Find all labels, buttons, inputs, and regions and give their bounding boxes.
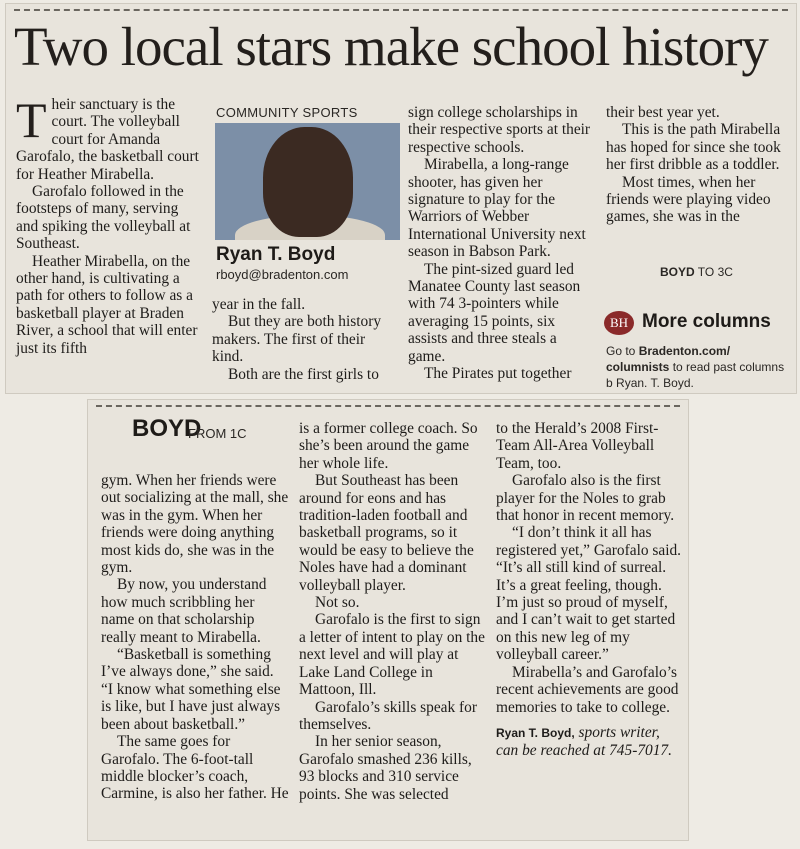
headline: Two local stars make school history	[14, 16, 768, 77]
paragraph: Both are the first girls to	[228, 365, 379, 383]
paragraph: Not so.	[315, 594, 360, 612]
paragraph: “Basketball is something I’ve always done,” she said. “I know what something else is like, but I have just always been about basketball.”	[101, 646, 281, 733]
paragraph: The Pirates put together	[424, 365, 572, 383]
cut-line	[14, 9, 788, 11]
columnist-photo	[215, 123, 400, 240]
paragraph: year in the fall.	[212, 296, 306, 313]
byline-name: Ryan T. Boyd	[216, 244, 336, 265]
paragraph: Mirabella’s and Garofalo’s recent achievements are good memories to take to college.	[496, 663, 679, 716]
top-column-3	[408, 104, 593, 383]
paragraph: Mirabella, a long-range shooter, has given her signature to play for the Warriors of Webber International University next season in Babson Park.	[408, 156, 586, 261]
paragraph: “I don’t think it all has registered yet,” Garofalo said. “It’s all still kind of surreal. It’s a great feeling, though. I’m just so proud of myself, and I can’t wait to get started on this new leg of my volleyball career.”	[496, 524, 682, 664]
bh-logo-icon: BH	[604, 311, 634, 335]
top-column-4	[606, 104, 788, 226]
signoff: Ryan T. Boyd, sports writer, can be reached at 745-7017.	[496, 723, 672, 760]
continuation-column-1	[101, 472, 289, 803]
more-columns-text: Go to Bradenton.com/ columnists to read past columns b Ryan. T. Boyd.	[606, 344, 785, 390]
paragraph: to the Herald’s 2008 First-Team All-Area Volleyball Team, too.	[496, 420, 659, 472]
cut-line	[96, 405, 680, 407]
paragraph: Garofalo also is the first player for the Noles to grab that honor in recent memory.	[496, 472, 675, 525]
paragraph: their best year yet.	[606, 104, 720, 121]
paragraph: The pint-sized guard led Manatee County last season with 74 3-pointers while averaging 15 points, six assists and three steals a game.	[408, 260, 581, 365]
paragraph: Heather Mirabella, on the other hand, is cultivating a path for others to follow as a basketball player at Braden River, a school that will enter just its fifth	[16, 252, 198, 357]
columnists-link[interactable]: Bradenton.com/ columnists	[606, 344, 731, 374]
jump-line: BOYD TO 3C	[660, 265, 733, 279]
top-column-2	[212, 296, 400, 383]
continuation-from: FROM 1C	[188, 426, 247, 441]
paragraph: Garofalo’s skills speak for themselves.	[299, 698, 477, 733]
continuation-column-3	[496, 420, 682, 760]
paragraph: gym. When her friends were out socializing at the mall, she was in the gym. When her friends were doing anything most kids do, she was in the gym.	[101, 472, 289, 577]
paragraph: But Southeast has been around for eons and has tradition-laden football and basketball programs, so it would be easy to believe the Noles have had a dominant volleyball player.	[299, 472, 474, 594]
dropcap: T	[16, 92, 47, 148]
paragraph: is a former college coach. So she’s been around the game her whole life.	[299, 420, 478, 472]
section-kicker: COMMUNITY SPORTS	[216, 105, 358, 120]
paragraph: Garofalo followed in the footsteps of many, serving and spiking the volleyball at Southeast.	[16, 183, 191, 253]
top-column-1	[16, 92, 202, 357]
paragraph: The same goes for Garofalo. The 6-foot-tall middle blocker’s coach, Carmine, is also her father. He	[101, 733, 289, 803]
paragraph: Most times, when her friends were playing video games, she was in the	[606, 173, 771, 226]
paragraph: By now, you understand how much scribbling her name on that scholarship really meant to Mirabella.	[101, 576, 267, 646]
paragraph: heir sanctuary is the court. The volleyball court for Amanda Garofalo, the basketball court for Heather Mirabella.	[16, 96, 199, 183]
paragraph: But they are both history makers. The first of their kind.	[212, 313, 382, 366]
continuation-label: BOYD	[132, 415, 202, 442]
byline-email[interactable]: rboyd@bradenton.com	[216, 267, 349, 282]
paragraph: Garofalo is the first to sign a letter of intent to play on the next level and will play at Lake Land College in Mattoon, Ill.	[299, 611, 485, 699]
paragraph: In her senior season, Garofalo smashed 236 kills, 93 blocks and 310 service points. She was selected	[299, 733, 472, 803]
continuation-column-2	[299, 420, 489, 803]
paragraph: This is the path Mirabella has hoped for since she took her first dribble as a toddler.	[606, 121, 781, 174]
paragraph: sign college scholarships in their respective sports at their respective schools.	[408, 104, 591, 156]
more-columns-title: More columns	[642, 311, 771, 332]
